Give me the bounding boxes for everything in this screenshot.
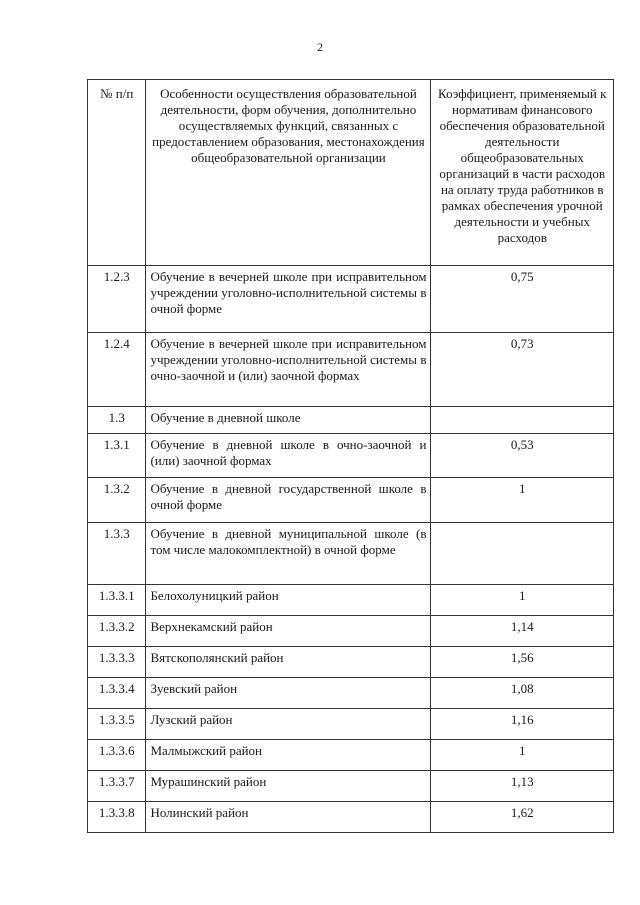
coefficients-table bbox=[87, 79, 614, 833]
row-description: Обучение в дневной школе в очно-заочной и (или) заочной формах bbox=[146, 434, 431, 478]
table-row bbox=[88, 709, 614, 740]
row-coefficient bbox=[431, 523, 614, 585]
row-number: 1.3.3.5 bbox=[88, 709, 146, 740]
row-coefficient: 1,13 bbox=[431, 771, 614, 802]
row-number: 1.3.1 bbox=[88, 434, 146, 478]
row-coefficient: 0,75 bbox=[431, 266, 614, 333]
table-header-row bbox=[88, 80, 614, 266]
row-number: 1.2.4 bbox=[88, 333, 146, 407]
row-coefficient: 1,56 bbox=[431, 647, 614, 678]
row-description: Обучение в дневной муниципальной школе (в том числе малокомплектной) в очной форме bbox=[146, 523, 431, 585]
row-description: Нолинский район bbox=[146, 802, 431, 833]
row-description: Мурашинский район bbox=[146, 771, 431, 802]
table-row bbox=[88, 407, 614, 434]
row-description: Лузский район bbox=[146, 709, 431, 740]
table-row bbox=[88, 771, 614, 802]
row-number: 1.3 bbox=[88, 407, 146, 434]
table-row bbox=[88, 523, 614, 585]
row-number: 1.2.3 bbox=[88, 266, 146, 333]
row-coefficient: 1,62 bbox=[431, 802, 614, 833]
row-coefficient: 0,73 bbox=[431, 333, 614, 407]
row-number: 1.3.3.7 bbox=[88, 771, 146, 802]
row-number: 1.3.3.6 bbox=[88, 740, 146, 771]
table-row bbox=[88, 585, 614, 616]
row-number: 1.3.3.3 bbox=[88, 647, 146, 678]
header-coefficient: Коэффициент, применяемый к нормативам финансового обеспечения образовательной деятельности общеобразовательных организаций в части расходов на оплату труда работников в рамках обеспечения урочной деятельности и учебных расходов bbox=[431, 80, 614, 266]
table-row bbox=[88, 266, 614, 333]
row-description: Обучение в дневной школе bbox=[146, 407, 431, 434]
row-description: Малмыжский район bbox=[146, 740, 431, 771]
table-row bbox=[88, 478, 614, 523]
row-description: Верхнекамский район bbox=[146, 616, 431, 647]
table-row bbox=[88, 333, 614, 407]
header-number: № п/п bbox=[88, 80, 146, 266]
row-coefficient bbox=[431, 407, 614, 434]
row-description: Обучение в вечерней школе при исправительном учреждении уголовно-исполнительной системы в очно-заочной и (или) заочной формах bbox=[146, 333, 431, 407]
row-number: 1.3.3.1 bbox=[88, 585, 146, 616]
table-row bbox=[88, 616, 614, 647]
row-number: 1.3.3.4 bbox=[88, 678, 146, 709]
table-row bbox=[88, 802, 614, 833]
row-description: Обучение в дневной государственной школе в очной форме bbox=[146, 478, 431, 523]
row-number: 1.3.3 bbox=[88, 523, 146, 585]
row-number: 1.3.3.2 bbox=[88, 616, 146, 647]
row-number: 1.3.3.8 bbox=[88, 802, 146, 833]
table-row bbox=[88, 434, 614, 478]
row-coefficient: 1,16 bbox=[431, 709, 614, 740]
table-row bbox=[88, 647, 614, 678]
row-coefficient: 1 bbox=[431, 585, 614, 616]
row-coefficient: 1,14 bbox=[431, 616, 614, 647]
row-number: 1.3.2 bbox=[88, 478, 146, 523]
row-description: Вятскополянский район bbox=[146, 647, 431, 678]
row-description: Белохолуницкий район bbox=[146, 585, 431, 616]
row-coefficient: 0,53 bbox=[431, 434, 614, 478]
page-number: 2 bbox=[317, 40, 323, 54]
row-description: Обучение в вечерней школе при исправительном учреждении уголовно-исполнительной системы в очной форме bbox=[146, 266, 431, 333]
header-description: Особенности осуществления образовательной деятельности, форм обучения, дополнительно осуществляемых функций, связанных с предоставлением образования, местонахождения общеобразовательной организации bbox=[146, 80, 431, 266]
row-coefficient: 1,08 bbox=[431, 678, 614, 709]
row-coefficient: 1 bbox=[431, 478, 614, 523]
table-row bbox=[88, 740, 614, 771]
table-row bbox=[88, 678, 614, 709]
row-description: Зуевский район bbox=[146, 678, 431, 709]
row-coefficient: 1 bbox=[431, 740, 614, 771]
